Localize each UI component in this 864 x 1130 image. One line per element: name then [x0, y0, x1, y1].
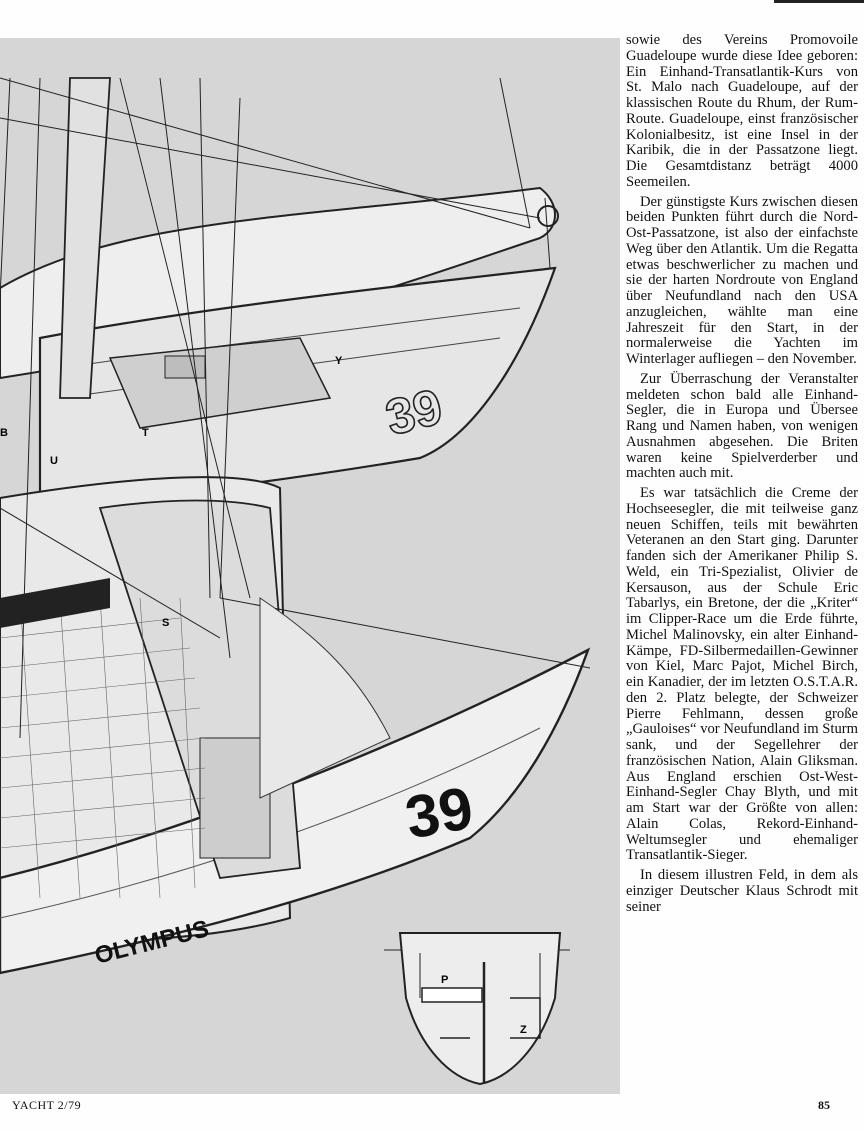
page-number: 85: [818, 1098, 830, 1112]
callout-p: P: [441, 974, 449, 986]
callout-b: B: [0, 427, 8, 439]
boat-name: OLYMPUS: [92, 915, 212, 970]
callout-y: Y: [335, 355, 343, 367]
article-paragraph-1: sowie des Vereins Promovoile Guadeloupe wurde diese Idee geboren: Ein Einhand-Transatlantik-Kurs von St. Malo nach Guadeloupe, auf der klassischen Route du Rhum, der Rum-Route. Guadeloupe, einst französischer Kolonialbesitz, ist eine Insel in der Karibik, die in der Passatzone liegt. Die Gesamtdistanz beträgt 4000 Seemeilen.: [626, 32, 858, 190]
top-rule: [774, 0, 864, 3]
article-column: [626, 33, 858, 1095]
trimaran-illustration: [0, 38, 620, 1094]
hull-number-lower: 39: [400, 773, 478, 852]
article-paragraph-2: Der günstigste Kurs zwischen diesen beiden Punkten führt durch die Nord-Ost-Passatzone, ist also der einfachste Weg über den Atlantik. Um die Regatta etwas beschwerlicher zu machen und sie der harten Nordroute von England über Neufundland nach den USA anzugleichen, wählte man eine Jahreszeit für den Start, in der normalerweise die Yachten im Winterlager aufliegen – den November.: [626, 193, 858, 367]
callout-s: S: [162, 617, 170, 629]
article-paragraph-5: In diesem illustren Feld, in dem als einziger Deutscher Klaus Schrodt mit seiner: [626, 867, 858, 915]
article-paragraph-4: Es war tatsächlich die Creme der Hochseesegler, die mit teilweise ganz neuen Schiffen, teils mit bewährten Veteranen an den Start ging. Darunter fanden sich der Amerikaner Philip S. Weld, ein Tri-Spezialist, Olivier de Kersauson, aus der Schule Eric Tabarlys, ein Bretone, der die „Kriter“ im Clipper-Race um die Erde führte, Michel Malinovsky, ein alter Einhand-Kämpe, FD-Silbermedaillen-Gewinner von Kiel, Marc Pajot, Michel Birch, ein Kanadier, der im letzten O.S.T.A.R. den 2. Platz belegte, der Schweizer Pierre Fehlmann, dessen große „Gauloises“ vor Neufundland im Sturm sank, und der Segellehrer der französischen Nation, Alain Gliksman. Aus England erschien Ost-West-Einhand-Segler Chay Blyth, und mit am Start war der Größte von allen: Alain Colas, Rekord-Einhand-Weltumsegler und ehemaliger Transatlantik-Sieger.: [626, 485, 858, 864]
article-paragraph-3: Zur Überraschung der Veranstalter meldeten schon bald alle Einhand-Segler, die in Europa und Übersee Rang und Namen haben, von wenigen Ausnahmen abgesehen. Die Briten waren keine Spielverderber und machten auch mit.: [626, 370, 858, 482]
callout-u: U: [50, 455, 58, 467]
trimaran-drawing: [0, 38, 620, 1094]
callout-z: Z: [520, 1024, 527, 1036]
callout-t: T: [142, 427, 149, 439]
hull-number-upper: 39: [380, 378, 448, 447]
magazine-issue: YACHT 2/79: [12, 1098, 82, 1112]
